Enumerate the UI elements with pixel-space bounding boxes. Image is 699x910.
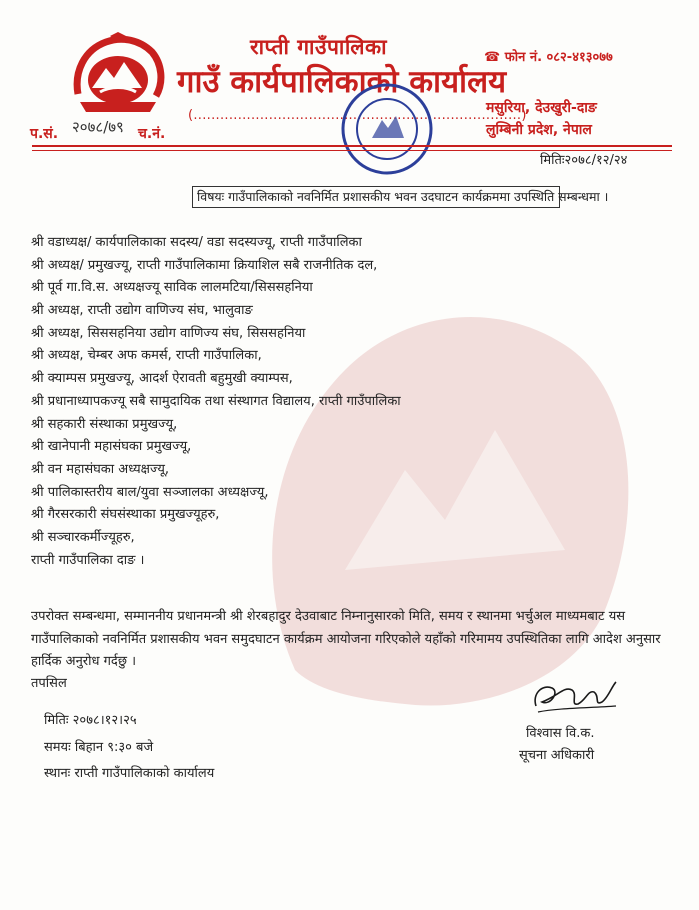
recipient-item: श्री वन महासंघका अध्यक्षज्यू, <box>31 461 170 477</box>
recipient-item: श्री गैरसरकारी संघसंस्थाका प्रमुखज्यूहरु, <box>31 507 220 523</box>
address-line-1: मसुरिया, देउखुरी-दाङ <box>486 100 597 116</box>
office-stamp-icon <box>338 80 436 178</box>
fiscal-year: २०७८/७९ <box>72 118 124 136</box>
letter-date: मितिः२०७८/१२/२४ <box>540 153 628 168</box>
municipality-name: राप्ती गाउँपालिका <box>250 35 388 59</box>
recipient-list <box>31 232 401 572</box>
address-line-2: लुम्बिनी प्रदेश, नेपाल <box>486 122 592 138</box>
recipient-item: श्री खानेपानी महासंघका प्रमुखज्यू, <box>31 439 192 455</box>
phone-number: ☎ फोन नं. ०८२-४१३०७७ <box>484 50 613 65</box>
recipient-item: श्री अध्यक्ष, चेम्बर अफ कमर्स, राप्ती गाउँपालिका, <box>31 348 262 364</box>
phone-text: फोन नं. ०८२-४१३०७७ <box>504 50 613 65</box>
recipient-item: श्री अध्यक्ष/ प्रमुखज्यू, राप्ती गाउँपालिकामा क्रियाशिल सबै राजनीतिक दल, <box>31 257 378 273</box>
signatory-name: विश्वास वि.क. <box>526 726 595 741</box>
schedule-place: स्थानः राप्ती गाउँपालिकाको कार्यालय <box>44 766 215 781</box>
recipient-item: श्री क्याम्पस प्रमुखज्यू, आदर्श ऐरावती बहुमुखी क्याम्पस, <box>31 371 293 387</box>
header-rule <box>32 145 672 147</box>
tapasil-label: तपसिल <box>31 676 67 691</box>
recipient-item: श्री पूर्व गा.वि.स. अध्यक्षज्यू साविक लालमटिया/सिससहनिया <box>31 280 313 296</box>
subject-box: विषयः गाउँपालिकाको नवनिर्मित प्रशासकीय भवन उदघाटन कार्यक्रममा उपस्थिति सम्बन्धमा । <box>192 186 560 208</box>
office-name: गाउँ कार्यपालिकाको कार्यालय <box>177 64 507 100</box>
recipient-item: श्री सञ्चारकर्मीज्यूहरु, <box>31 529 135 545</box>
recipient-item: श्री सहकारी संस्थाका प्रमुखज्यू, <box>31 416 178 432</box>
dotted-line: (..........................................................................) <box>188 108 527 123</box>
letter-body: उपरोक्त सम्बन्धमा, सम्माननीय प्रधानमन्त्री श्री शेरबहादुर देउवाबाट निम्नानुसारको मिति, समय र स्थानमा भर्चुअल माध्यमबाट यस गाउँपालिकाको नवनिर्मित प्रशासकीय भवन समुदघाटन कार्यक्रम आयोजना गरिएकोले यहाँको गरिमामय उपस्थितिका लागि आदेश अनुसार हार्दिक अनुरोध गर्दछु । <box>31 609 661 669</box>
cn-label: च.नं. <box>138 126 166 142</box>
recipient-item: राप्ती गाउँपालिका दाङ । <box>31 552 145 568</box>
schedule-date: मितिः २०७८।१२।२५ <box>44 713 137 728</box>
recipient-item: श्री वडाध्यक्ष/ कार्यपालिकाका सदस्य/ वडा सदस्यज्यू, राप्ती गाउँपालिका <box>31 235 362 250</box>
recipient-item: श्री अध्यक्ष, राप्ती उद्योग वाणिज्य संघ, भालुवाङ <box>31 303 253 319</box>
ps-label: प.सं. <box>30 126 59 142</box>
signature-icon <box>528 676 623 721</box>
recipient-item: श्री पालिकास्तरीय बाल/युवा सञ्जालका अध्यक्षज्यू, <box>31 484 269 500</box>
signatory-title: सूचना अधिकारी <box>519 748 595 763</box>
recipient-item: श्री प्रधानाध्यापकज्यू सबै सामुदायिक तथा संस्थागत विद्यालय, राप्ती गाउँपालिका <box>31 393 401 409</box>
nepal-emblem-icon <box>70 32 166 120</box>
schedule-time: समयः बिहान ९:३० बजे <box>44 740 154 755</box>
recipient-item: श्री अध्यक्ष, सिससहनिया उद्योग वाणिज्य संघ, सिससहनिया <box>31 325 306 341</box>
